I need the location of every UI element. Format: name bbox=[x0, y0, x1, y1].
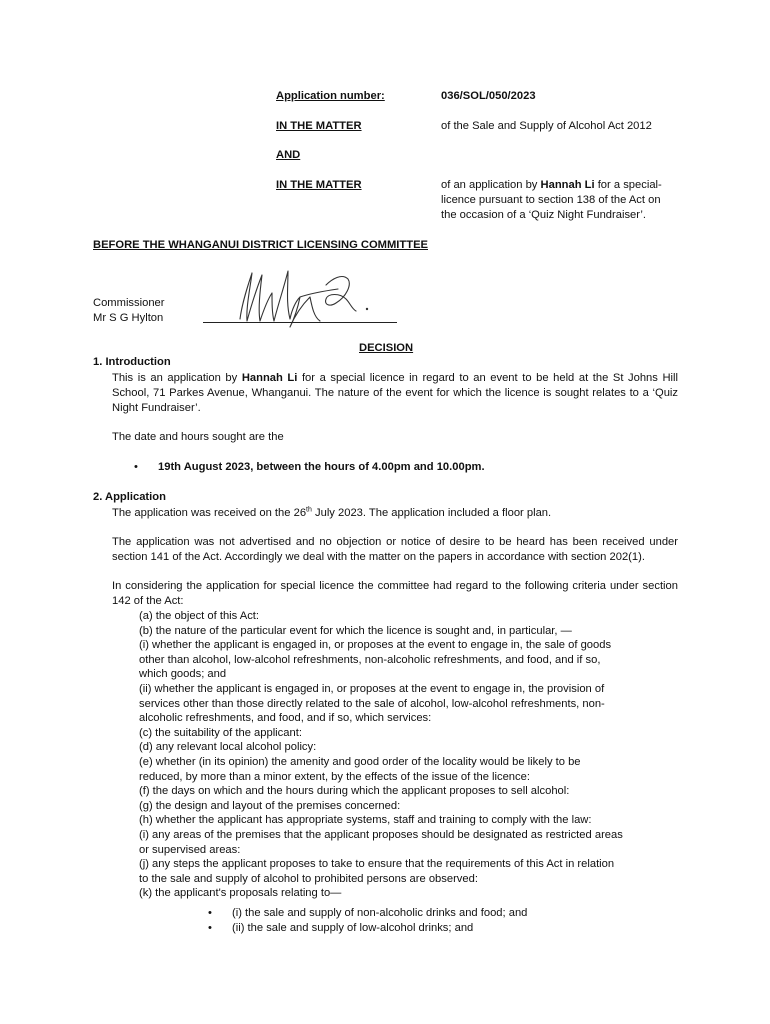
criterion-line: (d) any relevant local alcohol policy: bbox=[139, 741, 317, 754]
section-1-paragraph-1: This is an application by Hannah Li for a special licence in regard to an event to be held at the St Johns Hill School, 71 Parkes Avenue, Whanganui. The nature of the event for which the licence is sought relates to a ‘Quiz Night Fundraiser’. bbox=[112, 372, 678, 415]
matter-value-2-line1: of an application by Hannah Li for a special- bbox=[441, 179, 662, 191]
event-date-hours: 19th August 2023, between the hours of 4.00pm and 10.00pm. bbox=[158, 461, 485, 473]
criterion-line: (e) whether (in its opinion) the amenity and good order of the locality would be likely to be bbox=[139, 755, 581, 768]
applicant-name: Hannah Li bbox=[540, 179, 595, 191]
criterion-line: other than alcohol, low-alcohol refreshments, non-alcoholic refreshments, and food, and if so, bbox=[139, 653, 601, 666]
matter-value-2-line3: the occasion of a ‘Quiz Night Fundraiser’. bbox=[441, 209, 646, 221]
criterion-line: (i) whether the applicant is engaged in, or proposes at the event to engage in, the sale of goods bbox=[139, 639, 612, 652]
signature-line bbox=[203, 322, 397, 323]
section-2-paragraph-2: The application was not advertised and no objection or notice of desire to be heard has been received under section 141 of the Act. Accordingly we deal with the matter on the papers in accordance with section 202(1). bbox=[112, 536, 678, 564]
matter-label-2: IN THE MATTER bbox=[276, 179, 362, 191]
commissioner-title: Commissioner bbox=[93, 297, 165, 309]
criterion-line: (h) whether the applicant has appropriate systems, staff and training to comply with the law: bbox=[139, 814, 592, 827]
section-1-heading: 1. Introduction bbox=[93, 356, 171, 368]
criterion-line: (ii) whether the applicant is engaged in, or proposes at the event to engage in, the provision of bbox=[139, 682, 605, 695]
sub-bullet-item: (ii) the sale and supply of low-alcohol drinks; and bbox=[232, 922, 474, 934]
criterion-line: (k) the applicant's proposals relating to— bbox=[139, 887, 342, 900]
criterion-line: (b) the nature of the particular event for which the licence is sought and, in particular, — bbox=[139, 624, 572, 637]
criterion-line: (c) the suitability of the applicant: bbox=[139, 726, 302, 739]
application-number-label: Application number: bbox=[276, 90, 385, 102]
criterion-line: reduced, by more than a minor extent, by the effects of the issue of the licence: bbox=[139, 770, 530, 783]
section-2-paragraph-3: In considering the application for special licence the committee had regard to the following criteria under section 142 of the Act: bbox=[112, 580, 678, 608]
criterion-line: (j) any steps the applicant proposes to take to ensure that the requirements of this Act in relation bbox=[139, 858, 615, 871]
before-committee-heading: BEFORE THE WHANGANUI DISTRICT LICENSING COMMITTEE bbox=[93, 239, 428, 251]
criterion-line: to the sale and supply of alcohol to prohibited persons are observed: bbox=[139, 872, 478, 885]
bullet-dot: • bbox=[134, 461, 138, 473]
application-number-value: 036/SOL/050/2023 bbox=[441, 90, 536, 102]
section-1-paragraph-2: The date and hours sought are the bbox=[112, 431, 284, 443]
commissioner-name: Mr S G Hylton bbox=[93, 312, 164, 324]
criterion-line: or supervised areas: bbox=[139, 843, 241, 856]
criterion-line: (a) the object of this Act: bbox=[139, 610, 260, 622]
section-2-paragraph-1: The application was received on the 26th July 2023. The application included a floor plan. bbox=[112, 506, 552, 519]
criterion-line: alcoholic refreshments, and food, and if so, which services: bbox=[139, 712, 432, 725]
matter-value-1: of the Sale and Supply of Alcohol Act 2012 bbox=[441, 120, 652, 132]
criterion-line: (g) the design and layout of the premises concerned: bbox=[139, 799, 401, 812]
sub-bullet-dot: • bbox=[208, 922, 212, 934]
criteria-list bbox=[139, 609, 659, 901]
and-label: AND bbox=[276, 149, 301, 161]
section-2-heading: 2. Application bbox=[93, 491, 166, 503]
criterion-line: (i) any areas of the premises that the applicant proposes should be designated as restricted areas bbox=[139, 828, 623, 841]
decision-title: DECISION bbox=[359, 342, 414, 354]
handwritten-signature bbox=[228, 263, 378, 329]
sub-bullet-dot: • bbox=[208, 907, 212, 919]
criterion-line: which goods; and bbox=[139, 668, 227, 681]
matter-label-1: IN THE MATTER bbox=[276, 120, 362, 132]
criterion-line: services other than those directly related to the sale of alcohol, low-alcohol refreshments, non- bbox=[139, 697, 605, 710]
matter-value-2-line2: licence pursuant to section 138 of the Act on bbox=[441, 194, 661, 206]
criterion-line: (f) the days on which and the hours during which the applicant proposes to sell alcohol: bbox=[139, 785, 570, 798]
sub-bullet-item: (i) the sale and supply of non-alcoholic drinks and food; and bbox=[232, 907, 528, 919]
